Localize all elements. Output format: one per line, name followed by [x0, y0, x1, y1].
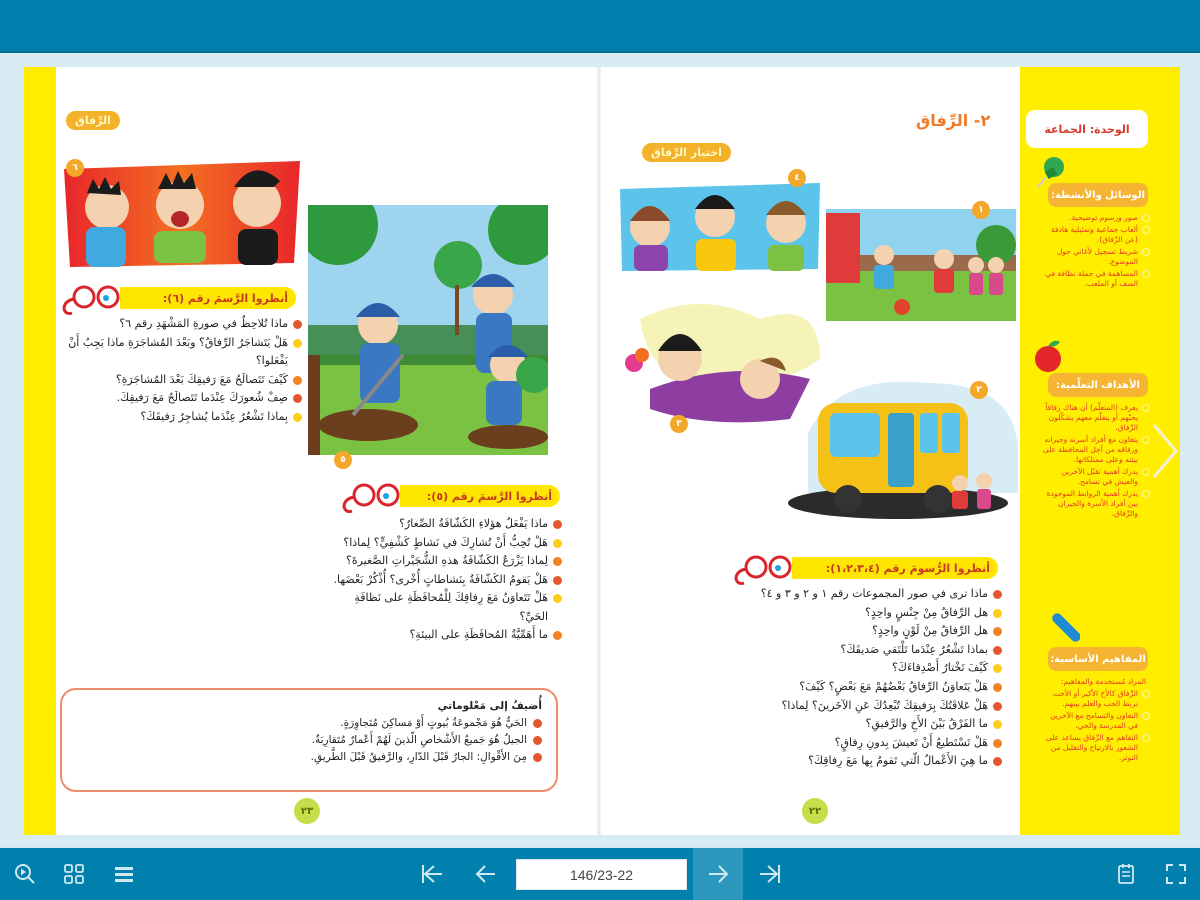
- book-spine: [597, 67, 601, 835]
- left-page-edge-strip: [24, 67, 56, 835]
- illustration-scouts-planting: [308, 205, 548, 455]
- glasses-icon: [732, 553, 796, 587]
- question-item: كَيْفَ تَتَصالَحُ مَعَ رَفيقِكَ بَعْدَ المُشاجَرَةِ؟: [64, 371, 304, 390]
- apple-icon: [1032, 339, 1066, 373]
- thumbnails-button[interactable]: [50, 848, 98, 900]
- question-item: ماذا ترى في صور المجموعات رقم ١ و ٢ و ٣ و ٤؟: [704, 585, 1004, 604]
- question-item: بماذا تَشْعُرُ عِنْدَما تَلْتَقي صَديقَكَ؟: [704, 641, 1004, 660]
- question-banner-drawings-1-4: أنظروا الرُّسومَ رقم (١،٢،٣،٤):: [792, 557, 998, 579]
- sidebar-list-learning-objectives: [1040, 403, 1150, 521]
- question-item: هَلْ عَلاقَتُكَ بِرَفيقِكَ تُبْعِدُكَ عَنِ الآخَرينَ؟ لِماذا؟: [704, 697, 1004, 716]
- question-item: كَيْفَ تَخْتارُ أَصْدِقاءَكَ؟: [704, 659, 1004, 678]
- question-banner-drawing-6: أنظروا الرَّسمَ رقم (٦):: [120, 287, 296, 309]
- sidebar-item: ألعاب جماعية وتمثيلية هادفة (عن الرِّفاق).: [1040, 225, 1150, 245]
- illustration-playing-football: [826, 209, 1016, 321]
- sidebar-item: شريط تسجيل لأغاني حول الموضوع.: [1040, 247, 1150, 267]
- info-box-add-to-my-knowledge: [60, 688, 558, 792]
- question-item: ماذا يَفْعَلُ هؤلاءِ الكَشّافَةُ الصِّغارُ؟: [324, 515, 564, 534]
- sidebar-heading-learning-objectives: الأهداف التعلّمية:: [1048, 373, 1148, 397]
- first-page-icon: [420, 863, 444, 885]
- question-item: ما هِيَ الأَعْمالُ الّتي تَقومُ بِها مَعَ رِفاقِكَ؟: [704, 752, 1004, 771]
- question-item: هَلْ يَقومُ الكَشّافَةُ بِنَشاطاتٍ أُخْرى؟ أُذْكُرْ بَعْضَها.: [324, 571, 564, 590]
- sidebar-item: الرِّفاق كالأخ الأكبر أو الأخت تربط الحب والعلم بينهم.: [1040, 689, 1150, 709]
- sidebar-heading-key-concepts: المفاهيم الأساسية:: [1048, 647, 1148, 671]
- question-banner-drawing-5: أنظروا الرَّسمَ رقم (٥):: [400, 485, 560, 507]
- illustration-badge-6: ٦: [66, 159, 84, 177]
- question-item: ماذا تُلاحِظُ في صورةِ المَشْهَدِ رقم ٦؟: [64, 315, 304, 334]
- book-viewer: [0, 55, 1200, 845]
- question-item: هَلْ يَتَشاجَرُ الرِّفاقُ؟ وبَعْدَ المُشاجَرَةِ ماذا يَجِبُ أَنْ يَفْعَلوا؟: [64, 334, 304, 371]
- sidebar-item: يعرف (المتعلّم) أن هناك رفاقاً يحبّهم أو يتعلّم معهم يشكّلون الرِّفاق.: [1040, 403, 1150, 433]
- next-spread-arrow[interactable]: [1150, 421, 1180, 481]
- sidebar-item: التفاهم مع الرِّفاق يساعد على الشعور بالارتياح والتقليل من التوتر.: [1040, 733, 1150, 763]
- sidebar-list-key-concepts: [1040, 689, 1150, 765]
- sidebar-key-concepts-intro: المراد مُستخدمة والمفاهيم:: [1061, 677, 1146, 686]
- sidebar-list-activities: [1040, 213, 1150, 291]
- grid-icon: [63, 863, 85, 885]
- question-item: بِماذا تَشْعُرُ عِنْدَما يُشاجِرُ رَفيقَكَ؟: [64, 408, 304, 427]
- sidebar-item: صور ورسوم توضيحية.: [1040, 213, 1150, 223]
- table-of-contents-button[interactable]: [100, 848, 148, 900]
- right-page-section-pill: اختيار الرِّفاق: [642, 143, 731, 162]
- question-item: هَلْ تَتَعاوَنُ مَعَ رِفاقِكَ لِلْمُحافَظَةِ على نَظافَةِ الحَيِّ؟: [324, 589, 564, 626]
- lesson-title: ٢- الرِّفاق: [916, 111, 991, 130]
- next-page-button[interactable]: [693, 848, 743, 900]
- sidebar-item: المساهمة في حملة نظافة في الصف أو الملعب.: [1040, 269, 1150, 289]
- info-item: الجيلُ هُوَ جَميعُ الأَشْخاصِ الّذينَ لَهُمْ أَعْمارٌ مُتَقارِبَةٌ.: [76, 732, 542, 749]
- previous-page-button[interactable]: [462, 848, 510, 900]
- notes-button[interactable]: [1102, 848, 1150, 900]
- question-item: هل الرِّفاقُ مِنْ لَوْنٍ واحِدٍ؟: [704, 622, 1004, 641]
- sidebar-heading-activities: الوسائل والأنشطة:: [1048, 183, 1148, 207]
- info-item: الحَيُّ هُوَ مَجْموعَةُ بُيوتٍ أَوْ مَساكِنَ مُتَجاوِرَةٍ.: [76, 715, 542, 732]
- page-number-input[interactable]: [516, 859, 687, 890]
- question-item: هَلْ تَسْتَطيعُ أَنْ تَعيشَ بِدونِ رِفاقٍ؟: [704, 734, 1004, 753]
- sidebar-item: يدرك أهمية الروابط الموجودة بين أفراد الأسرة والجيران والرِّفاق.: [1040, 489, 1150, 519]
- sidebar-item: التعاون والتسامح مع الآخرين في المدرسة والحي.: [1040, 711, 1150, 731]
- questions-list-drawings-1-4: [704, 585, 1004, 771]
- left-page-section-pill: الرِّفاق: [66, 111, 120, 130]
- first-page-button[interactable]: [408, 848, 456, 900]
- questions-list-drawing-5: [324, 515, 564, 645]
- last-page-icon: [758, 863, 782, 885]
- illustration-badge-2: ٢: [970, 381, 988, 399]
- pen-icon: [1040, 611, 1080, 651]
- magnifier-play-icon: [14, 863, 36, 885]
- fullscreen-icon: [1165, 863, 1187, 885]
- question-item: هل الرِّفاقُ مِنْ جِنْسٍ واحِدٍ؟: [704, 604, 1004, 623]
- sidebar-item: يدرك أهمية تقبّل الآخرين والعيش في تسامح.: [1040, 467, 1150, 487]
- top-app-bar: [0, 0, 1200, 53]
- notepad-icon: [1116, 863, 1136, 885]
- illustration-badge-3: ٣: [670, 415, 688, 433]
- illustration-three-friends: [620, 181, 822, 273]
- glasses-icon: [60, 283, 124, 317]
- info-item: مِنَ الأَقْوالِ: الجارُ قَبْلَ الدّارِ، والرَّفيقُ قَبْلَ الطَّريقِ.: [76, 749, 542, 766]
- last-page-button[interactable]: [746, 848, 794, 900]
- chevron-right-icon: [1150, 421, 1180, 481]
- illustration-badge-4: ٤: [788, 169, 806, 187]
- question-item: هَلْ تُحِبُّ أَنْ تُشارِكَ في نَشاطٍ كَشْفِيٍّ؟ لِماذا؟: [324, 534, 564, 553]
- list-icon: [113, 863, 135, 885]
- glasses-icon: [340, 481, 404, 515]
- page-number-left: ٢٣: [294, 798, 320, 824]
- question-item: هَلْ يَتَعاوَنُ الرِّفاقُ بَعْضُهُمْ مَعَ بَعْضٍ؟ كَيْفَ؟: [704, 678, 1004, 697]
- question-item: لِماذا يَزْرَعُ الكَشّافَةُ هذهِ الشُّجَيْراتِ الصَّغيرةَ؟: [324, 552, 564, 571]
- fullscreen-button[interactable]: [1152, 848, 1200, 900]
- question-item: ما الفَرْقُ بَيْنَ الأَخِ والرَّفيقِ؟: [704, 715, 1004, 734]
- questions-list-drawing-6: [64, 315, 304, 426]
- question-item: ما أَهَمِّيَّةُ المُحافَظَةِ على البيئةِ؟: [324, 626, 564, 645]
- bottom-toolbar: [0, 845, 1200, 900]
- info-box-title: أُضيفُ إلى مَعْلوماتي: [437, 700, 542, 712]
- illustration-badge-5: ٥: [334, 451, 352, 469]
- arrow-right-icon: [706, 863, 730, 885]
- illustration-quarrel: [62, 155, 302, 273]
- book-spread: [24, 67, 1176, 835]
- page-number-right: ٢٢: [802, 798, 828, 824]
- question-item: صِفْ شُعورَكَ عِنْدَما تَتَصالَحُ مَعَ رَفيقِكَ.: [64, 389, 304, 408]
- unit-label-box: الوحدة: الجماعة: [1026, 110, 1148, 148]
- arrow-left-icon: [474, 863, 498, 885]
- sidebar-item: يتعاون مع أفراد أسرته وجيرانه ورفاقه من أجل المحافظة على بيئته وعلى ممتلكاتها.: [1040, 435, 1150, 465]
- zoom-search-button[interactable]: [1, 848, 49, 900]
- illustration-badge-1: ١: [972, 201, 990, 219]
